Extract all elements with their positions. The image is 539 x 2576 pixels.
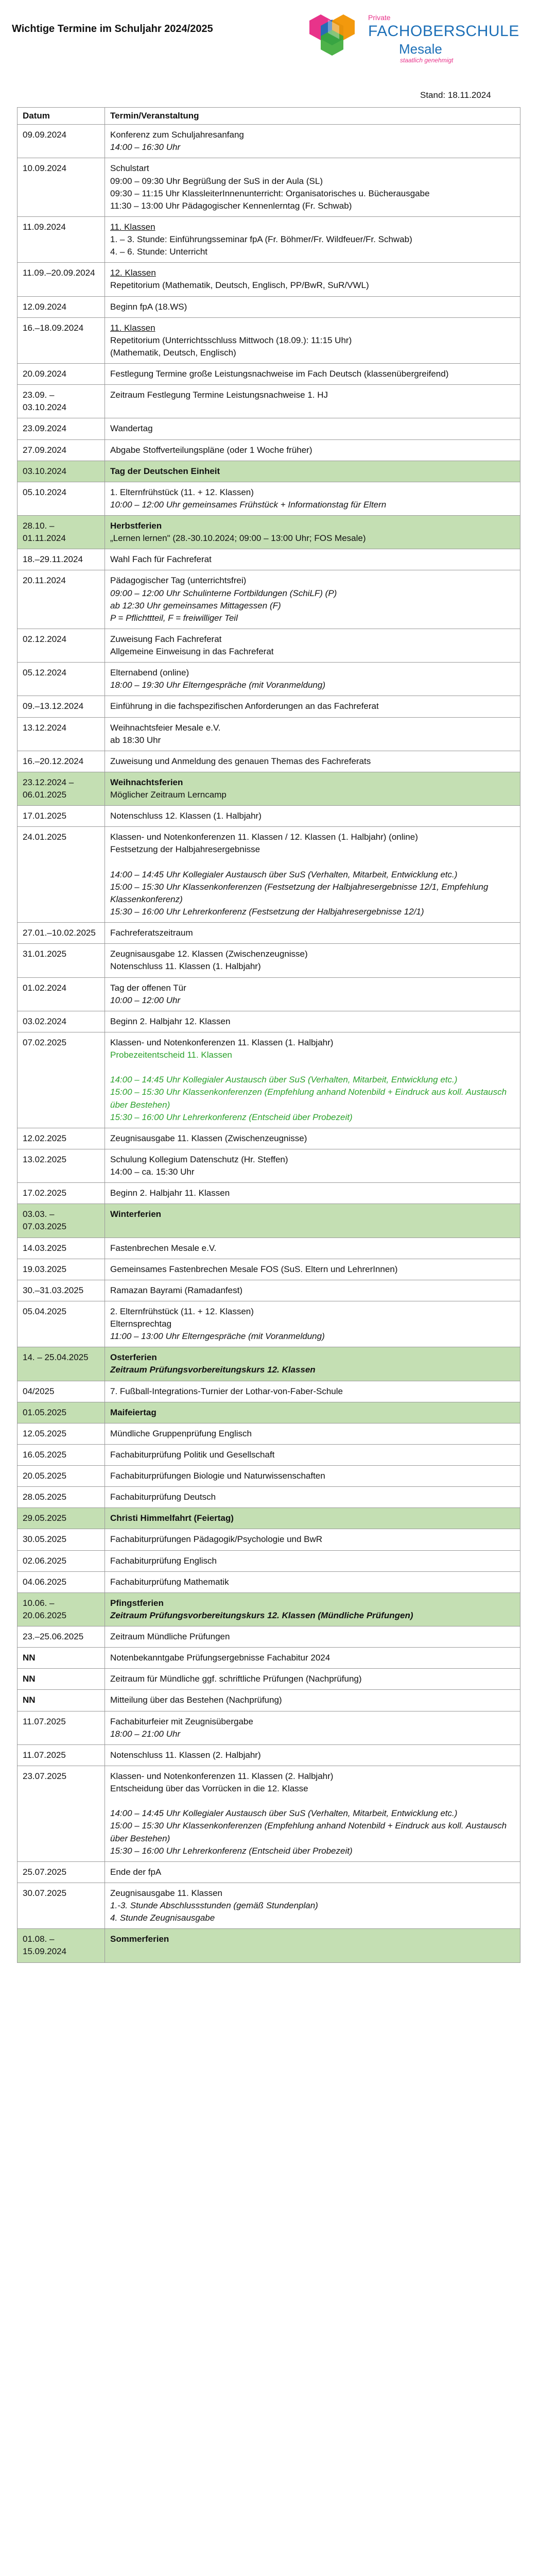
event-title: Wandertag xyxy=(110,423,153,434)
event-time-detail: P = Pflichttteil, F = freiwilliger Teil xyxy=(110,613,238,623)
event-detail: ab 18:30 Uhr xyxy=(110,735,161,745)
row-event xyxy=(105,482,520,515)
row-date: 13.12.2024 xyxy=(18,717,105,751)
table-row xyxy=(18,1381,520,1402)
event-time: 10:00 – 12:00 Uhr xyxy=(110,995,181,1005)
table-row xyxy=(18,216,520,262)
table-row xyxy=(18,1766,520,1861)
table-row xyxy=(18,1626,520,1648)
event-detail: Elternsprechtag xyxy=(110,1319,172,1329)
row-date: 01.02.2024 xyxy=(18,977,105,1011)
table-row xyxy=(18,1301,520,1347)
row-event xyxy=(105,1592,520,1626)
row-date: 23.09. – 03.10.2024 xyxy=(18,385,105,418)
event-time-detail: 15:30 – 16:00 Uhr Lehrerkonferenz (Entscheid über Probezeit) xyxy=(110,1845,353,1856)
row-date: 24.01.2025 xyxy=(18,827,105,923)
event-title: Fachabiturprüfung Englisch xyxy=(110,1555,217,1566)
event-title: 1. Elternfrühstück (11. + 12. Klassen) xyxy=(110,487,254,497)
row-date: 28.05.2025 xyxy=(18,1487,105,1508)
row-date: 23.09.2024 xyxy=(18,418,105,439)
event-title: Klassen- und Notenkonferenzen 11. Klassen / 12. Klassen (1. Halbjahr) (online) xyxy=(110,832,418,842)
row-date: 05.10.2024 xyxy=(18,482,105,515)
event-green-detail xyxy=(110,1061,515,1074)
row-event xyxy=(105,751,520,772)
row-date: 03.02.2024 xyxy=(18,1011,105,1032)
table-row xyxy=(18,1690,520,1711)
event-title: Herbstferien xyxy=(110,521,162,531)
event-title: Fastenbrechen Mesale e.V. xyxy=(110,1243,217,1253)
event-title: Beginn fpA (18.WS) xyxy=(110,301,187,312)
event-title: Mündliche Gruppenprüfung Englisch xyxy=(110,1428,252,1438)
row-date: 23.–25.06.2025 xyxy=(18,1626,105,1648)
event-title: Pädagogischer Tag (unterrichtsfrei) xyxy=(110,575,247,586)
table-row xyxy=(18,1883,520,1928)
event-subtitle: Zeitraum Prüfungsvorbereitungskurs 12. Klassen (Mündliche Prüfungen) xyxy=(110,1610,413,1620)
row-date: 03.03. – 07.03.2025 xyxy=(18,1204,105,1238)
event-green-detail: 15:30 – 16:00 Uhr Lehrerkonferenz (Entscheid über Probezeit) xyxy=(110,1112,353,1122)
row-event xyxy=(105,1301,520,1347)
row-date: 11.07.2025 xyxy=(18,1711,105,1744)
row-date: 16.–18.09.2024 xyxy=(18,317,105,363)
event-title: Ende der fpA xyxy=(110,1867,162,1877)
row-event xyxy=(105,1238,520,1259)
event-detail: 11:30 – 13:00 Uhr Pädagogischer Kennenlerntag (Fr. Schwab) xyxy=(110,200,352,211)
row-date: 07.02.2025 xyxy=(18,1032,105,1128)
row-date: 13.02.2025 xyxy=(18,1149,105,1182)
event-time: 18:00 – 19:30 Uhr Elterngespräche (mit Voranmeldung) xyxy=(110,680,325,690)
row-date: 30.–31.03.2025 xyxy=(18,1280,105,1301)
row-date: 29.05.2025 xyxy=(18,1508,105,1529)
row-date: 09.–13.12.2024 xyxy=(18,696,105,717)
table-row xyxy=(18,1183,520,1204)
event-title: Christi Himmelfahrt (Feiertag) xyxy=(110,1513,234,1523)
event-title: Zeugnisausgabe 11. Klassen (Zwischenzeugnisse) xyxy=(110,1133,307,1143)
event-detail: Allgemeine Einweisung in das Fachreferat xyxy=(110,647,274,656)
table-row xyxy=(18,1550,520,1571)
row-date: 05.12.2024 xyxy=(18,663,105,696)
event-title: Mitteilung über das Bestehen (Nachprüfung) xyxy=(110,1695,282,1705)
event-title: Zeugnisausgabe 12. Klassen (Zwischenzeugnisse) xyxy=(110,949,308,959)
event-title: Zeitraum für Mündliche ggf. schriftliche Prüfungen (Nachprüfung) xyxy=(110,1674,362,1684)
table-row xyxy=(18,1466,520,1487)
event-title: 11. Klassen xyxy=(110,323,155,333)
event-title: Ramazan Bayrami (Ramadanfest) xyxy=(110,1285,242,1295)
row-event xyxy=(105,977,520,1011)
row-event xyxy=(105,1711,520,1744)
stand-date: Stand: 18.11.2024 xyxy=(420,90,491,100)
event-title: Gemeinsames Fastenbrechen Mesale FOS (SuS. Eltern und LehrerInnen) xyxy=(110,1264,398,1274)
event-detail: Repetitorium (Mathematik, Deutsch, Englisch, PP/BwR, SuR/VWL) xyxy=(110,280,369,291)
row-event xyxy=(105,696,520,717)
row-event xyxy=(105,1690,520,1711)
event-title: Wahl Fach für Fachreferat xyxy=(110,554,212,565)
column-header-event: Termin/Veranstaltung xyxy=(105,108,520,125)
row-event xyxy=(105,1626,520,1648)
table-header-row xyxy=(18,108,520,125)
logo-line-school-name: Mesale xyxy=(399,41,442,57)
event-detail: „Lernen lernen" (28.-30.10.2024; 09:00 – 13:00 Uhr; FOS Mesale) xyxy=(110,533,366,544)
event-time-detail: 09:00 – 12:00 Uhr Schulinterne Fortbildungen (SchiLF) (P) xyxy=(110,588,337,598)
event-time-detail xyxy=(110,856,515,869)
row-date: 04.06.2025 xyxy=(18,1571,105,1592)
event-title: Fachabiturprüfungen Biologie und Naturwissenschaften xyxy=(110,1471,325,1481)
row-event xyxy=(105,1766,520,1861)
event-detail: Repetitorium (Unterrichtsschluss Mittwoch (18.09.): 11:15 Uhr) xyxy=(110,335,352,345)
row-event xyxy=(105,1149,520,1182)
row-event xyxy=(105,1529,520,1550)
table-row xyxy=(18,125,520,158)
event-title: Beginn 2. Halbjahr 11. Klassen xyxy=(110,1188,230,1198)
table-row xyxy=(18,296,520,317)
event-time: 11:00 – 13:00 Uhr Elterngespräche (mit Voranmeldung) xyxy=(110,1331,325,1342)
row-date: 02.06.2025 xyxy=(18,1550,105,1571)
row-date: 19.03.2025 xyxy=(18,1259,105,1280)
table-row xyxy=(18,1861,520,1883)
event-title: Notenschluss 12. Klassen (1. Halbjahr) xyxy=(110,811,262,821)
row-event xyxy=(105,717,520,751)
document-title: Wichtige Termine im Schuljahr 2024/2025 xyxy=(12,23,213,35)
event-title: 7. Fußball-Integrations-Turnier der Lothar-von-Faber-Schule xyxy=(110,1386,343,1396)
event-title: Elternabend (online) xyxy=(110,668,189,678)
event-title: Abgabe Stoffverteilungspläne (oder 1 Woche früher) xyxy=(110,445,312,455)
event-detail: Entscheidung über das Vorrücken in die 12. Klasse xyxy=(110,1784,308,1793)
row-event xyxy=(105,317,520,363)
table-row xyxy=(18,751,520,772)
table-row xyxy=(18,1929,520,1962)
row-event xyxy=(105,1423,520,1444)
table-row xyxy=(18,696,520,717)
event-detail: 14:00 – ca. 15:30 Uhr xyxy=(110,1167,195,1177)
row-event xyxy=(105,1883,520,1928)
table-row xyxy=(18,570,520,629)
event-time-detail: 15:30 – 16:00 Uhr Lehrerkonferenz (Festsetzung der Halbjahresergebnisse 12/1) xyxy=(110,907,424,917)
table-row xyxy=(18,439,520,461)
row-event xyxy=(105,663,520,696)
event-detail: 4. – 6. Stunde: Unterricht xyxy=(110,247,207,257)
row-event xyxy=(105,418,520,439)
event-title: Beginn 2. Halbjahr 12. Klassen xyxy=(110,1016,231,1026)
table-row xyxy=(18,1444,520,1465)
row-event xyxy=(105,1508,520,1529)
event-title: Osterferien xyxy=(110,1352,157,1363)
row-date: 25.07.2025 xyxy=(18,1861,105,1883)
row-date: 11.07.2025 xyxy=(18,1744,105,1766)
event-time-detail xyxy=(110,1795,515,1807)
school-logo xyxy=(305,9,519,64)
row-date: 30.07.2025 xyxy=(18,1883,105,1928)
event-title: Zeitraum Mündliche Prüfungen xyxy=(110,1632,230,1641)
row-event xyxy=(105,923,520,944)
event-title: Winterferien xyxy=(110,1209,162,1219)
row-event xyxy=(105,806,520,827)
event-time-detail: 14:00 – 14:45 Uhr Kollegialer Austausch über SuS (Verhalten, Mitarbeit, Entwicklung etc.) xyxy=(110,869,458,879)
table-row xyxy=(18,482,520,515)
table-row xyxy=(18,1592,520,1626)
table-row xyxy=(18,158,520,217)
row-date: 11.09.2024 xyxy=(18,216,105,262)
event-detail: Möglicher Zeitraum Lerncamp xyxy=(110,790,227,800)
event-title: Fachabiturprüfungen Pädagogik/Psychologie und BwR xyxy=(110,1534,323,1545)
row-event xyxy=(105,549,520,570)
event-green-detail: 15:00 – 15:30 Uhr Klassenkonferenzen (Empfehlung anhand Notenbild + Eindruck aus koll. Austausch über Bestehen) xyxy=(110,1087,507,1110)
table-row xyxy=(18,1669,520,1690)
event-title: Zeugnisausgabe 11. Klassen xyxy=(110,1888,223,1898)
table-row xyxy=(18,385,520,418)
row-date: 14. – 25.04.2025 xyxy=(18,1347,105,1381)
row-event xyxy=(105,125,520,158)
column-header-date: Datum xyxy=(18,108,105,125)
table-row xyxy=(18,663,520,696)
table-row xyxy=(18,1032,520,1128)
event-green-detail: 14:00 – 14:45 Uhr Kollegialer Austausch über SuS (Verhalten, Mitarbeit, Entwicklung etc.) xyxy=(110,1075,458,1085)
row-date: 18.–29.11.2024 xyxy=(18,549,105,570)
event-title: Notenschluss 11. Klassen (2. Halbjahr) xyxy=(110,1750,261,1760)
event-time: 14:00 – 16:30 Uhr xyxy=(110,142,181,152)
table-row xyxy=(18,1711,520,1744)
row-date: 27.01.–10.02.2025 xyxy=(18,923,105,944)
table-row xyxy=(18,629,520,662)
row-event xyxy=(105,1487,520,1508)
event-green-detail: Probezeitentscheid 11. Klassen xyxy=(110,1050,232,1060)
row-event xyxy=(105,1466,520,1487)
table-row xyxy=(18,827,520,923)
row-event xyxy=(105,158,520,217)
event-detail: (Mathematik, Deutsch, Englisch) xyxy=(110,347,236,358)
table-row xyxy=(18,1402,520,1423)
row-event xyxy=(105,1011,520,1032)
table-row xyxy=(18,1648,520,1669)
row-date: 20.05.2025 xyxy=(18,1466,105,1487)
logo-line-private: Private xyxy=(368,13,391,22)
row-event xyxy=(105,516,520,549)
event-title: Fachabiturprüfung Deutsch xyxy=(110,1492,216,1502)
row-event xyxy=(105,1444,520,1465)
event-detail: 09:30 – 11:15 Uhr KlassleiterInnenunterricht: Organisatorisches u. Bücherausgabe xyxy=(110,188,430,198)
event-title: Weihnachtsfeier Mesale e.V. xyxy=(110,722,221,733)
event-title: Fachabiturprüfung Mathematik xyxy=(110,1577,229,1587)
row-date: 27.09.2024 xyxy=(18,439,105,461)
row-event xyxy=(105,296,520,317)
row-event xyxy=(105,1402,520,1423)
row-event xyxy=(105,1259,520,1280)
table-row xyxy=(18,1571,520,1592)
row-event xyxy=(105,1861,520,1883)
row-event xyxy=(105,439,520,461)
event-title: Tag der Deutschen Einheit xyxy=(110,466,220,476)
table-row xyxy=(18,1529,520,1550)
row-event xyxy=(105,1744,520,1766)
dates-table xyxy=(17,107,520,1963)
event-title: Tag der offenen Tür xyxy=(110,982,186,993)
dates-table-body xyxy=(18,125,520,1962)
row-event xyxy=(105,1280,520,1301)
table-row xyxy=(18,364,520,385)
table-row xyxy=(18,1128,520,1149)
table-row xyxy=(18,1238,520,1259)
row-date: 17.01.2025 xyxy=(18,806,105,827)
event-title: Weihnachtsferien xyxy=(110,777,183,787)
row-date: 28.10. – 01.11.2024 xyxy=(18,516,105,549)
event-subtitle: Zeitraum Prüfungsvorbereitungskurs 12. Klassen xyxy=(110,1365,316,1375)
event-title: Fachabiturprüfung Politik und Gesellschaft xyxy=(110,1449,275,1460)
row-event xyxy=(105,1381,520,1402)
row-event xyxy=(105,1929,520,1962)
table-row xyxy=(18,1011,520,1032)
row-date: 16.–20.12.2024 xyxy=(18,751,105,772)
row-date: 04/2025 xyxy=(18,1381,105,1402)
table-row xyxy=(18,923,520,944)
row-event xyxy=(105,216,520,262)
event-title: Fachreferatszeitraum xyxy=(110,928,193,938)
row-event xyxy=(105,385,520,418)
row-event xyxy=(105,944,520,977)
event-time-detail: 4. Stunde Zeugnisausgabe xyxy=(110,1913,215,1923)
event-title: Klassen- und Notenkonferenzen 11. Klassen (2. Halbjahr) xyxy=(110,1771,334,1781)
event-time-detail: 14:00 – 14:45 Uhr Kollegialer Austausch über SuS (Verhalten, Mitarbeit, Entwicklung etc.) xyxy=(110,1808,458,1819)
row-date: 14.03.2025 xyxy=(18,1238,105,1259)
row-event xyxy=(105,1571,520,1592)
event-title: Konferenz zum Schuljahresanfang xyxy=(110,130,244,140)
table-row xyxy=(18,1423,520,1444)
table-row xyxy=(18,1204,520,1238)
event-title: Zuweisung und Anmeldung des genauen Themas des Fachreferats xyxy=(110,756,371,766)
row-date: 23.07.2025 xyxy=(18,1766,105,1861)
event-title: Einführung in die fachspezifischen Anforderungen an das Fachreferat xyxy=(110,701,379,711)
table-row xyxy=(18,806,520,827)
event-time: 10:00 – 12:00 Uhr gemeinsames Frühstück + Informationstag für Eltern xyxy=(110,499,387,510)
row-date: 20.09.2024 xyxy=(18,364,105,385)
row-date: 09.09.2024 xyxy=(18,125,105,158)
row-date: 03.10.2024 xyxy=(18,461,105,482)
event-title: Notenbekanntgabe Prüfungsergebnisse Fachabitur 2024 xyxy=(110,1653,331,1663)
row-date: 02.12.2024 xyxy=(18,629,105,662)
row-event xyxy=(105,1183,520,1204)
table-row xyxy=(18,549,520,570)
event-title: Zeitraum Festlegung Termine Leistungsnachweise 1. HJ xyxy=(110,390,328,400)
event-title: Klassen- und Notenkonferenzen 11. Klassen (1. Halbjahr) xyxy=(110,1037,334,1047)
table-row xyxy=(18,1280,520,1301)
row-event xyxy=(105,1669,520,1690)
event-detail: Festsetzung der Halbjahresergebnisse xyxy=(110,844,260,855)
event-time-detail: 15:00 – 15:30 Uhr Klassenkonferenzen (Festsetzung der Halbjahresergebnisse 12/1, Empfehlung Klassenkonferenz) xyxy=(110,882,489,904)
row-date: 20.11.2024 xyxy=(18,570,105,629)
row-date: 10.06. – 20.06.2025 xyxy=(18,1592,105,1626)
event-time-detail: 15:00 – 15:30 Uhr Klassenkonferenzen (Empfehlung anhand Notenbild + Eindruck aus koll. Austausch über Bestehen) xyxy=(110,1821,507,1843)
event-title: Festlegung Termine große Leistungsnachweise im Fach Deutsch (klassenübergreifend) xyxy=(110,369,449,379)
table-row xyxy=(18,717,520,751)
row-event xyxy=(105,1128,520,1149)
row-event xyxy=(105,364,520,385)
row-event xyxy=(105,1032,520,1128)
row-date: 12.05.2025 xyxy=(18,1423,105,1444)
table-row xyxy=(18,1259,520,1280)
event-detail: Notenschluss 11. Klassen (1. Halbjahr) xyxy=(110,961,261,972)
logo-line-approval: staatlich genehmigt xyxy=(400,57,454,64)
row-date: 12.02.2025 xyxy=(18,1128,105,1149)
row-date: 01.08. – 15.09.2024 xyxy=(18,1929,105,1962)
table-row xyxy=(18,772,520,805)
table-row xyxy=(18,263,520,296)
table-row xyxy=(18,418,520,439)
event-time-detail: ab 12:30 Uhr gemeinsames Mittagessen (F) xyxy=(110,600,281,611)
row-event xyxy=(105,629,520,662)
table-row xyxy=(18,461,520,482)
row-event xyxy=(105,1648,520,1669)
row-event xyxy=(105,1347,520,1381)
table-row xyxy=(18,1744,520,1766)
event-title: Fachabiturfeier mit Zeugnisübergabe xyxy=(110,1716,253,1726)
event-title: Maifeiertag xyxy=(110,1407,157,1417)
row-date: 31.01.2025 xyxy=(18,944,105,977)
row-event xyxy=(105,1204,520,1238)
table-row xyxy=(18,1487,520,1508)
row-date: 16.05.2025 xyxy=(18,1444,105,1465)
school-logo-icon xyxy=(305,9,362,61)
table-row xyxy=(18,317,520,363)
event-detail: 09:00 – 09:30 Uhr Begrüßung der SuS in der Aula (SL) xyxy=(110,176,323,186)
row-date: 12.09.2024 xyxy=(18,296,105,317)
row-event xyxy=(105,827,520,923)
event-title: 2. Elternfrühstück (11. + 12. Klassen) xyxy=(110,1306,254,1316)
row-event xyxy=(105,772,520,805)
table-row xyxy=(18,1347,520,1381)
table-row xyxy=(18,1508,520,1529)
row-date: 10.09.2024 xyxy=(18,158,105,217)
event-detail: 1. – 3. Stunde: Einführungsseminar fpA (Fr. Böhmer/Fr. Wildfeuer/Fr. Schwab) xyxy=(110,234,412,244)
row-event xyxy=(105,461,520,482)
event-title: 11. Klassen xyxy=(110,222,155,232)
event-title: Sommerferien xyxy=(110,1934,169,1944)
row-date: 23.12.2024 – 06.01.2025 xyxy=(18,772,105,805)
table-row xyxy=(18,516,520,549)
table-row xyxy=(18,944,520,977)
event-title: 12. Klassen xyxy=(110,268,156,278)
row-date: NN xyxy=(18,1648,105,1669)
table-row xyxy=(18,1149,520,1182)
event-time-detail: 1.-3. Stunde Abschlussstunden (gemäß Stundenplan) xyxy=(110,1901,318,1910)
event-time: 18:00 – 21:00 Uhr xyxy=(110,1728,181,1739)
row-date: 05.04.2025 xyxy=(18,1301,105,1347)
row-date: 17.02.2025 xyxy=(18,1183,105,1204)
row-date: NN xyxy=(18,1690,105,1711)
event-title: Schulung Kollegium Datenschutz (Hr. Steffen) xyxy=(110,1154,288,1164)
row-date: 01.05.2025 xyxy=(18,1402,105,1423)
logo-line-school-type: FACHOBERSCHULE xyxy=(368,23,519,40)
row-event xyxy=(105,1550,520,1571)
row-date: NN xyxy=(18,1669,105,1690)
row-date: 11.09.–20.09.2024 xyxy=(18,263,105,296)
table-row xyxy=(18,977,520,1011)
row-event xyxy=(105,570,520,629)
event-title: Zuweisung Fach Fachreferat xyxy=(110,634,222,644)
event-title: Schulstart xyxy=(110,163,149,174)
row-date: 30.05.2025 xyxy=(18,1529,105,1550)
row-event xyxy=(105,263,520,296)
event-title: Pfingstferien xyxy=(110,1598,164,1608)
